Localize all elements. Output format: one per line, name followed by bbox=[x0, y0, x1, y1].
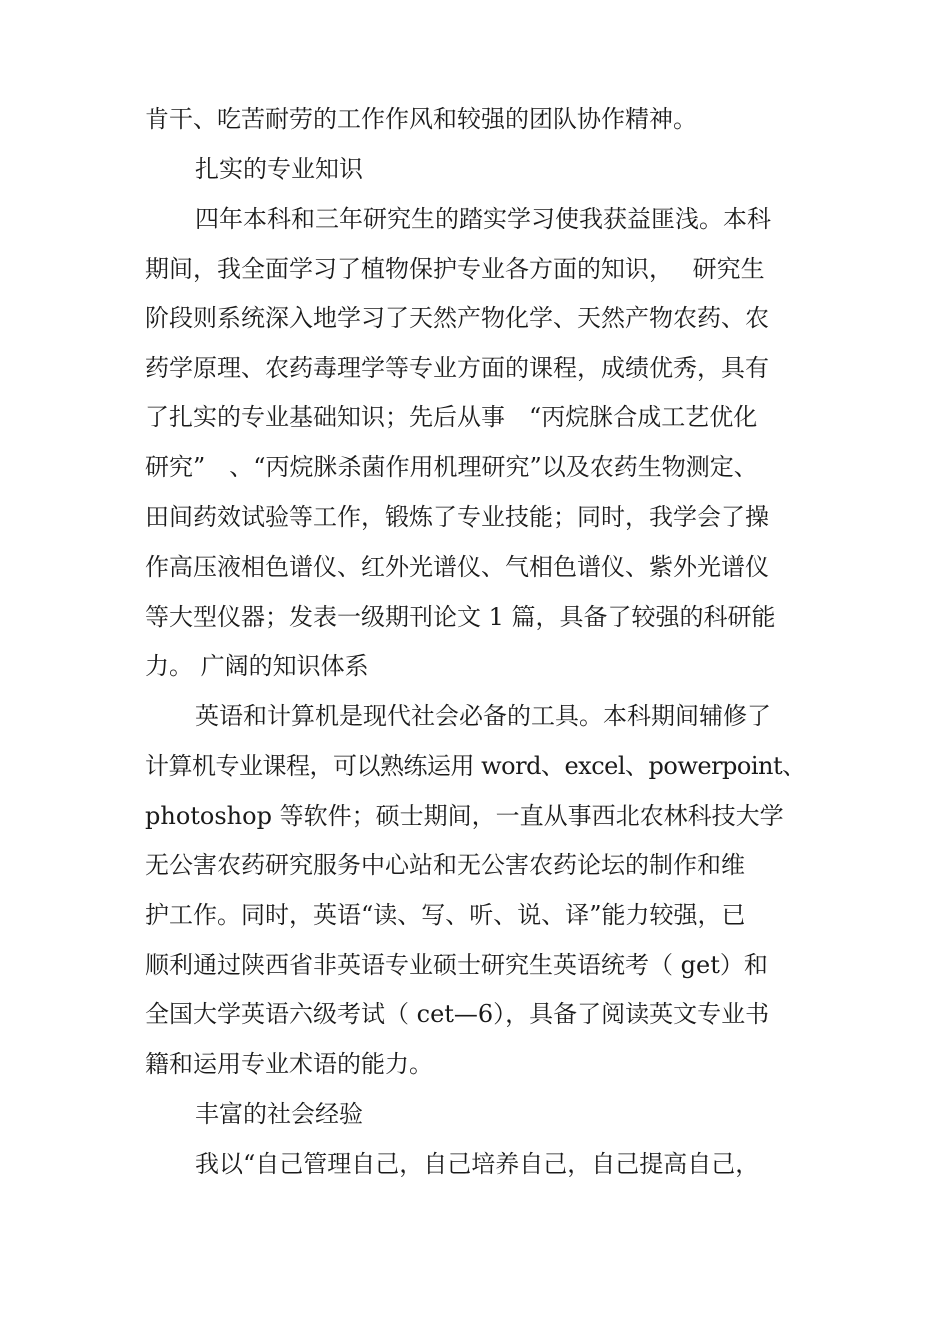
text-line: 研究” 、“丙烷脒杀菌作用机理研究”以及农药生物测定、 bbox=[145, 453, 758, 481]
text-line: 阶段则系统深入地学习了天然产物化学、天然产物农药、农 bbox=[145, 304, 769, 332]
text-line: 四年本科和三年研究生的踏实学习使我获益匪浅。本科 bbox=[195, 205, 771, 233]
section-heading-knowledge-system: 力。 广阔的知识体系 bbox=[145, 652, 369, 680]
section-heading-social-experience: 丰富的社会经验 bbox=[195, 1100, 363, 1128]
text-line: 英语和计算机是现代社会必备的工具。本科期间辅修了 bbox=[195, 702, 771, 730]
text-line: photoshop 等软件；硕士期间，一直从事西北农林科技大学 bbox=[145, 802, 784, 830]
section-heading-professional-knowledge: 扎实的专业知识 bbox=[195, 155, 363, 183]
text-line: 等大型仪器；发表一级期刊论文 1 篇，具备了较强的科研能 bbox=[145, 603, 776, 631]
text-line: 了扎实的专业基础知识；先后从事 “丙烷脒合成工艺优化 bbox=[145, 403, 758, 431]
text-line: 作高压液相色谱仪、红外光谱仪、气相色谱仪、紫外光谱仪 bbox=[145, 553, 769, 581]
text-line: 计算机专业课程，可以熟练运用 word、excel、powerpoint、 bbox=[145, 752, 806, 780]
text-line: 期间，我全面学习了植物保护专业各方面的知识， 研究生 bbox=[145, 255, 765, 283]
text-line: 田间药效试验等工作，锻炼了专业技能；同时，我学会了操 bbox=[145, 503, 769, 531]
text-line: 全国大学英语六级考试（ cet—6），具备了阅读英文专业书 bbox=[145, 1000, 770, 1028]
text-line: 顺利通过陕西省非英语专业硕士研究生英语统考（ get）和 bbox=[145, 951, 768, 979]
text-line: 肯干、吃苦耐劳的工作作风和较强的团队协作精神。 bbox=[145, 105, 697, 133]
text-line: 无公害农药研究服务中心站和无公害农药论坛的制作和维 bbox=[145, 851, 745, 879]
text-line: 我以“自己管理自己，自己培养自己，自己提高自己， bbox=[195, 1150, 760, 1178]
text-line: 护工作。同时，英语“读、写、听、说、译”能力较强，已 bbox=[145, 901, 746, 929]
text-line: 药学原理、农药毒理学等专业方面的课程，成绩优秀，具有 bbox=[145, 354, 769, 382]
text-line: 籍和运用专业术语的能力。 bbox=[145, 1050, 433, 1078]
